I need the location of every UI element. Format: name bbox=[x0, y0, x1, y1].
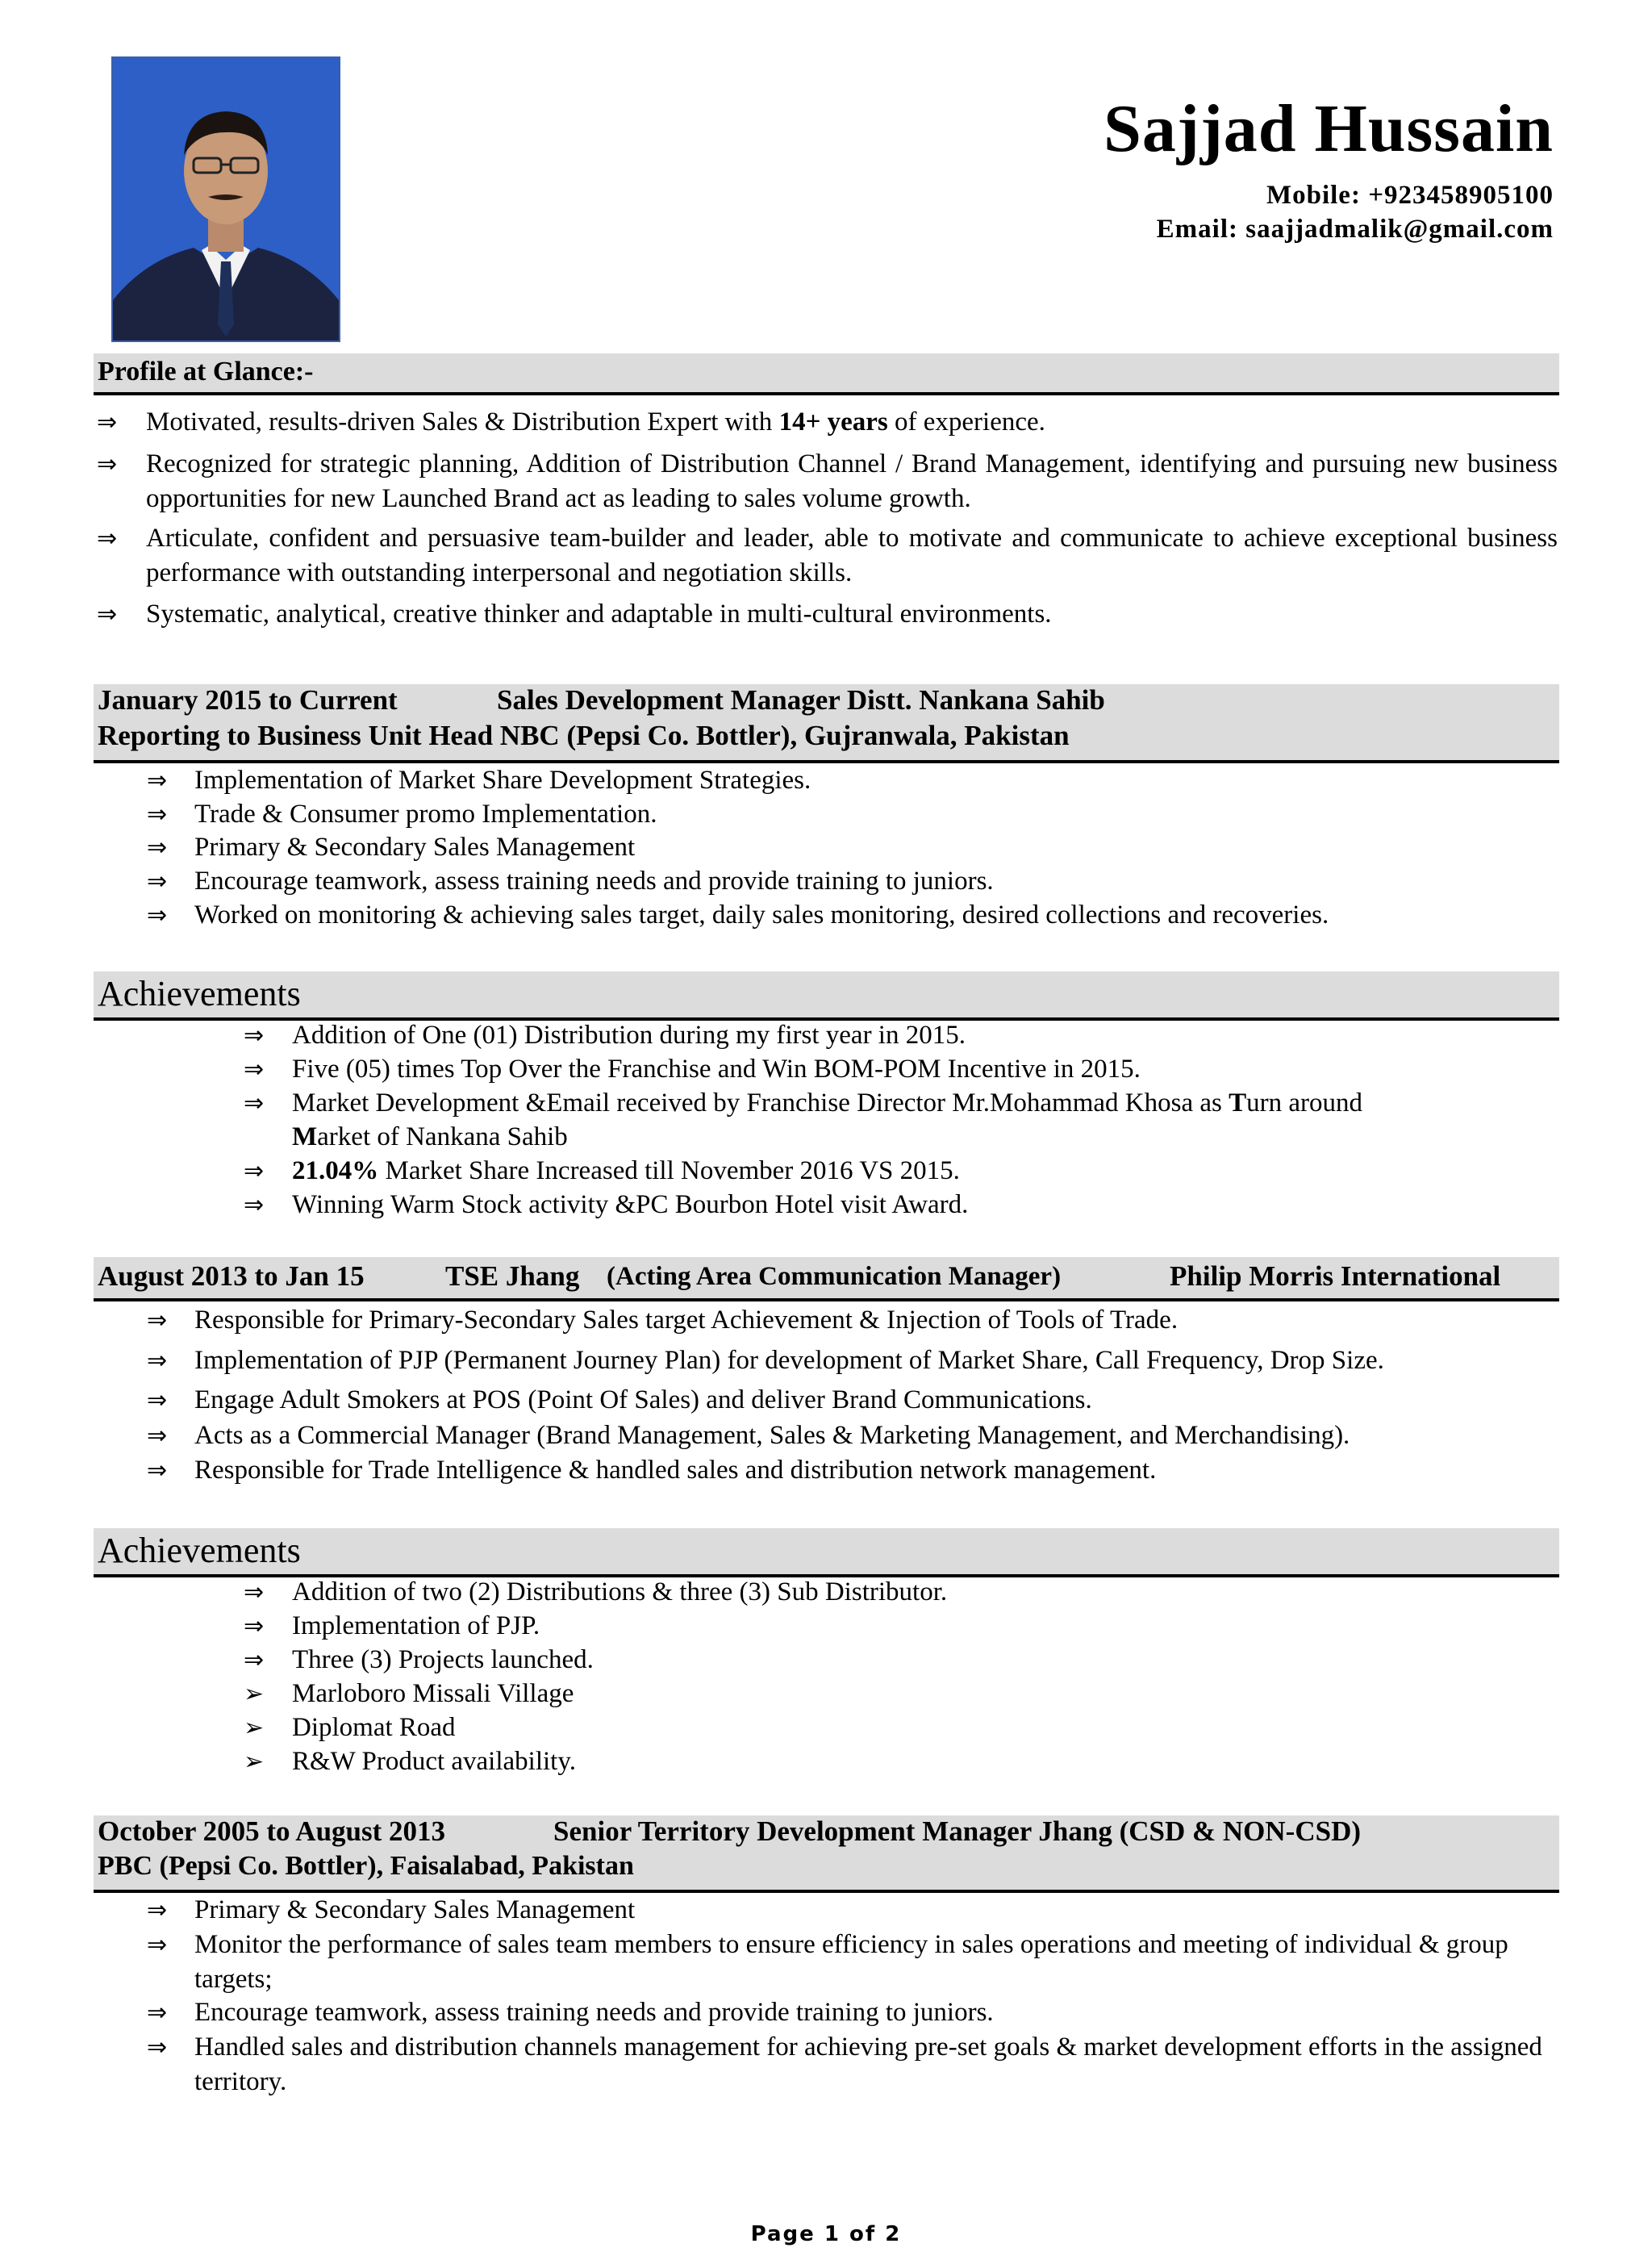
job-date: January 2015 to Current bbox=[98, 684, 398, 716]
double-arrow-icon: ⇒ bbox=[244, 1578, 265, 1606]
list-item-text: Marloboro Missali Village bbox=[292, 1679, 574, 1708]
double-arrow-icon: ⇒ bbox=[147, 867, 168, 896]
check-arrow-icon: ➢ bbox=[244, 1680, 265, 1708]
job-title: Sales Development Manager Distt. Nankana Sahib bbox=[497, 684, 1105, 716]
job-header-pepsi-faisalabad bbox=[94, 1815, 1559, 1893]
list-item-text: Encourage teamwork, assess training needs and provide training to juniors. bbox=[194, 1998, 994, 2027]
list-item-text: Articulate, confident and persuasive team-builder and leader, able to motivate and communicate to achieve exceptional business performance with outstanding interpersonal and negotiation skills. bbox=[146, 524, 1558, 587]
email-address: Email: saajjadmalik@gmail.com bbox=[1156, 215, 1554, 244]
double-arrow-icon: ⇒ bbox=[147, 767, 168, 795]
list-item-text: Handled sales and distribution channels management for achieving pre-set goals & market development efforts in the assigned territory. bbox=[194, 2032, 1542, 2096]
list-item-text: Responsible for Trade Intelligence & handled sales and distribution network management. bbox=[194, 1456, 1157, 1485]
job-date: August 2013 to Jan 15 bbox=[98, 1260, 365, 1292]
double-arrow-icon: ⇒ bbox=[244, 1612, 265, 1640]
double-arrow-icon: ⇒ bbox=[147, 2033, 168, 2062]
list-item-text: Encourage teamwork, assess training needs and provide training to juniors. bbox=[194, 867, 994, 896]
profile-section-title: Profile at Glance:- bbox=[98, 357, 314, 386]
list-item-text: Worked on monitoring & achieving sales target, daily sales monitoring, desired collections and recoveries. bbox=[194, 900, 1329, 930]
list-item-text: Primary & Secondary Sales Management bbox=[194, 1895, 636, 1924]
list-item-text: Recognized for strategic planning, Addition of Distribution Channel / Brand Management, identifying and pursuing new business opportunities for new Launched Brand act as leading to sales volume growth. bbox=[146, 449, 1558, 513]
list-item-text: Trade & Consumer promo Implementation. bbox=[194, 800, 657, 829]
job-header-philip-morris bbox=[94, 1257, 1559, 1301]
double-arrow-icon: ⇒ bbox=[244, 1089, 265, 1118]
list-item-text: Five (05) times Top Over the Franchise and Win BOM-POM Incentive in 2015. bbox=[292, 1055, 1141, 1084]
job-title: TSE Jhang bbox=[445, 1260, 580, 1292]
mobile-number: Mobile: +923458905100 bbox=[1266, 181, 1554, 210]
list-item-text: Addition of One (01) Distribution during my first year in 2015. bbox=[292, 1021, 966, 1050]
double-arrow-icon: ⇒ bbox=[244, 1646, 265, 1674]
list-item-text: Acts as a Commercial Manager (Brand Management, Sales & Marketing Management, and Merchandising). bbox=[194, 1421, 1350, 1450]
job-subtitle: Reporting to Business Unit Head NBC (Pepsi Co. Bottler), Gujranwala, Pakistan bbox=[98, 720, 1070, 751]
job-company: Philip Morris International bbox=[1170, 1260, 1501, 1292]
check-arrow-icon: ➢ bbox=[244, 1748, 265, 1776]
profile-section-header bbox=[94, 353, 1559, 395]
check-arrow-icon: ➢ bbox=[244, 1714, 265, 1742]
achievements-header bbox=[94, 971, 1559, 1021]
list-item-text: Primary & Secondary Sales Management bbox=[194, 833, 636, 862]
double-arrow-icon: ⇒ bbox=[147, 1422, 168, 1450]
double-arrow-icon: ⇒ bbox=[147, 1931, 168, 1959]
double-arrow-icon: ⇒ bbox=[244, 1021, 265, 1050]
list-item-text: Engage Adult Smokers at POS (Point Of Sales) and deliver Brand Communications. bbox=[194, 1385, 1092, 1414]
achievements-title: Achievements bbox=[98, 974, 301, 1013]
double-arrow-icon: ⇒ bbox=[147, 1999, 168, 2027]
list-item-text: Market Development &Email received by Franchise Director Mr.Mohammad Khosa as Turn around bbox=[292, 1088, 1362, 1118]
job-title: Senior Territory Development Manager Jhang (CSD & NON-CSD) bbox=[553, 1815, 1362, 1847]
list-item-text: 21.04% Market Share Increased till November 2016 VS 2015. bbox=[292, 1156, 960, 1185]
double-arrow-icon: ⇒ bbox=[97, 524, 118, 553]
double-arrow-icon: ⇒ bbox=[97, 408, 118, 437]
double-arrow-icon: ⇒ bbox=[244, 1055, 265, 1084]
list-item-text: Implementation of PJP (Permanent Journey Plan) for development of Market Share, Call Frequency, Drop Size. bbox=[194, 1346, 1384, 1375]
job-header-pepsi-nankana bbox=[94, 684, 1559, 763]
double-arrow-icon: ⇒ bbox=[147, 1386, 168, 1414]
list-item-text: Addition of two (2) Distributions & three (3) Sub Distributor. bbox=[292, 1577, 948, 1606]
job-subtitle: PBC (Pepsi Co. Bottler), Faisalabad, Pakistan bbox=[98, 1851, 634, 1881]
list-item-text: Implementation of PJP. bbox=[292, 1611, 540, 1640]
list-item-text: Winning Warm Stock activity &PC Bourbon Hotel visit Award. bbox=[292, 1190, 969, 1219]
job-date: October 2005 to August 2013 bbox=[98, 1815, 446, 1847]
double-arrow-icon: ⇒ bbox=[244, 1191, 265, 1219]
job-role: (Acting Area Communication Manager) bbox=[607, 1262, 1062, 1291]
list-item-text: Responsible for Primary-Secondary Sales target Achievement & Injection of Tools of Trade. bbox=[194, 1306, 1179, 1335]
double-arrow-icon: ⇒ bbox=[147, 1896, 168, 1924]
list-item-text: Implementation of Market Share Development Strategies. bbox=[194, 766, 811, 795]
profile-photo bbox=[111, 56, 340, 342]
list-item-text: Diplomat Road bbox=[292, 1713, 456, 1742]
double-arrow-icon: ⇒ bbox=[147, 800, 168, 829]
achievements-header bbox=[94, 1528, 1559, 1577]
double-arrow-icon: ⇒ bbox=[147, 901, 168, 930]
list-item-text: Systematic, analytical, creative thinker and adaptable in multi-cultural environments. bbox=[146, 600, 1052, 629]
candidate-name: Sajjad Hussain bbox=[1103, 91, 1554, 166]
list-item-text: Three (3) Projects launched. bbox=[292, 1645, 594, 1674]
list-item-text: Market of Nankana Sahib bbox=[292, 1122, 568, 1151]
list-item-text: Monitor the performance of sales team members to ensure efficiency in sales operations and meeting of individual & group targets; bbox=[194, 1930, 1508, 1994]
double-arrow-icon: ⇒ bbox=[97, 450, 118, 478]
double-arrow-icon: ⇒ bbox=[147, 833, 168, 862]
page-number: Page 1 of 2 bbox=[750, 2222, 902, 2246]
double-arrow-icon: ⇒ bbox=[147, 1456, 168, 1485]
double-arrow-icon: ⇒ bbox=[147, 1306, 168, 1335]
achievements-title: Achievements bbox=[98, 1531, 301, 1570]
double-arrow-icon: ⇒ bbox=[97, 600, 118, 629]
list-item-text: R&W Product availability. bbox=[292, 1747, 576, 1776]
double-arrow-icon: ⇒ bbox=[147, 1347, 168, 1375]
double-arrow-icon: ⇒ bbox=[244, 1157, 265, 1185]
list-item-text: Motivated, results-driven Sales & Distribution Expert with 14+ years of experience. bbox=[146, 407, 1045, 437]
